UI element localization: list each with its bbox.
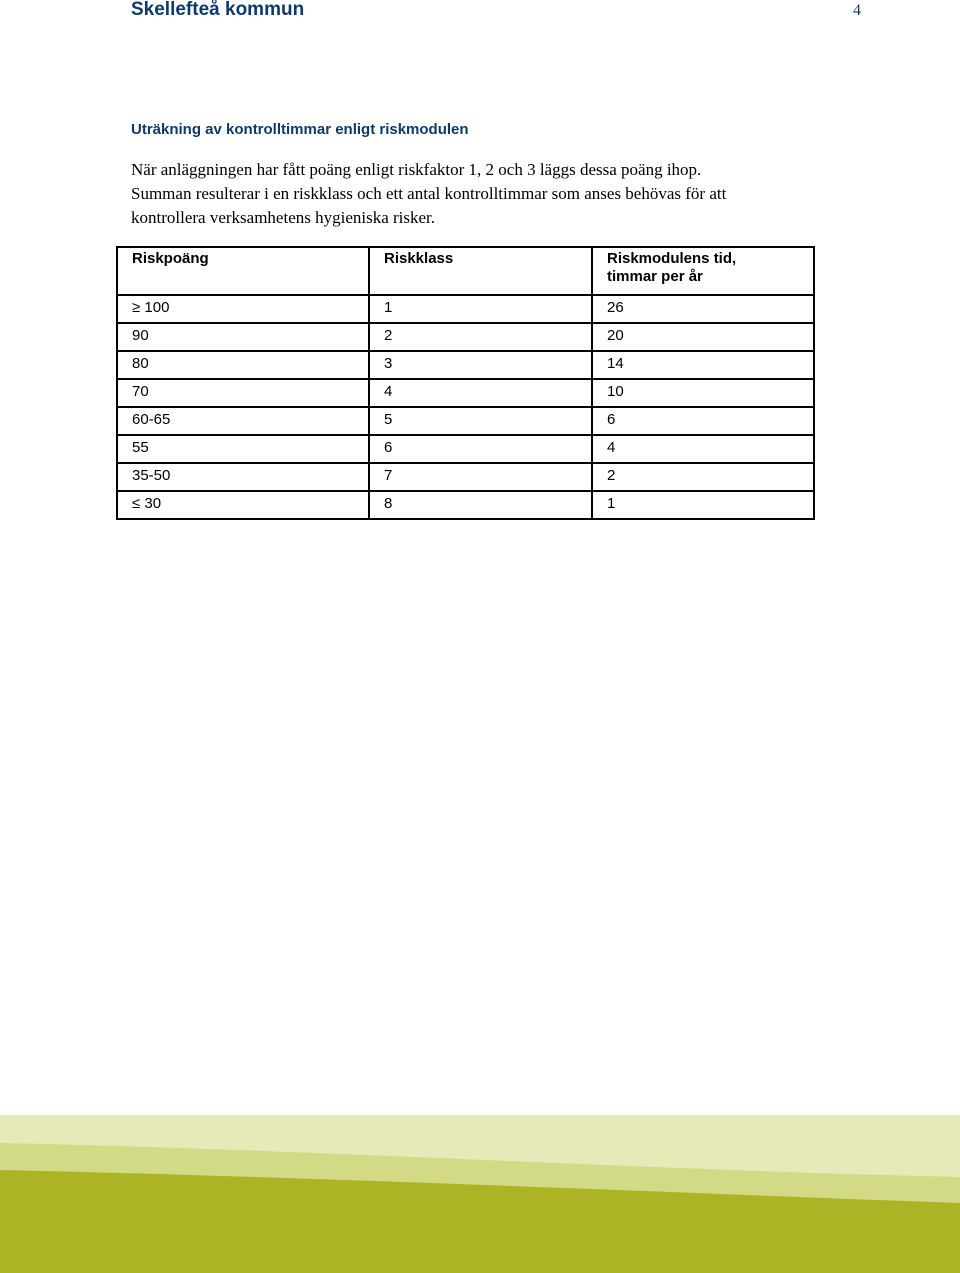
cell-timmar: 4	[592, 435, 814, 463]
table-row	[117, 491, 814, 519]
cell-riskpoang: 35-50	[117, 463, 369, 491]
header-riskklass: Riskklass	[369, 247, 592, 295]
cell-riskklass: 6	[369, 435, 592, 463]
paragraph-line: Summan resulterar i en riskklass och ett antal kontrolltimmar som anses behövas för att	[131, 184, 727, 203]
body-paragraph	[131, 158, 831, 230]
cell-riskpoang: 90	[117, 323, 369, 351]
header-title: Skellefteå kommun	[131, 0, 305, 20]
cell-riskklass: 7	[369, 463, 592, 491]
cell-riskklass: 4	[369, 379, 592, 407]
section-heading: Uträkning av kontrolltimmar enligt riskmodulen	[131, 121, 469, 138]
table-row	[117, 295, 814, 323]
cell-riskpoang: 55	[117, 435, 369, 463]
cell-riskpoang: ≤ 30	[117, 491, 369, 519]
cell-timmar: 26	[592, 295, 814, 323]
paragraph-line: kontrollera verksamhetens hygieniska risker.	[131, 208, 436, 227]
cell-riskklass: 1	[369, 295, 592, 323]
cell-riskpoang: 60-65	[117, 407, 369, 435]
paragraph-line: När anläggningen har fått poäng enligt riskfaktor 1, 2 och 3 läggs dessa poäng ihop.	[131, 160, 702, 179]
cell-riskpoang: ≥ 100	[117, 295, 369, 323]
cell-timmar: 1	[592, 491, 814, 519]
footer-decoration	[0, 1115, 960, 1273]
cell-riskklass: 2	[369, 323, 592, 351]
table-row	[117, 379, 814, 407]
cell-timmar: 20	[592, 323, 814, 351]
table-row	[117, 463, 814, 491]
cell-riskpoang: 80	[117, 351, 369, 379]
cell-timmar: 6	[592, 407, 814, 435]
table-row	[117, 323, 814, 351]
header-riskpoang: Riskpoäng	[117, 247, 369, 295]
cell-timmar: 2	[592, 463, 814, 491]
cell-timmar: 14	[592, 351, 814, 379]
header-riskmodulens-tid	[592, 247, 814, 295]
page-number: 4	[853, 2, 861, 19]
cell-riskklass: 8	[369, 491, 592, 519]
header-riskmodulens-tid-text: Riskmodulens tid, timmar per år	[607, 250, 737, 285]
cell-timmar: 10	[592, 379, 814, 407]
risk-table	[116, 246, 815, 520]
table-row	[117, 407, 814, 435]
cell-riskklass: 3	[369, 351, 592, 379]
table-row	[117, 351, 814, 379]
table-header-row	[117, 247, 814, 295]
table-row	[117, 435, 814, 463]
cell-riskpoang: 70	[117, 379, 369, 407]
cell-riskklass: 5	[369, 407, 592, 435]
